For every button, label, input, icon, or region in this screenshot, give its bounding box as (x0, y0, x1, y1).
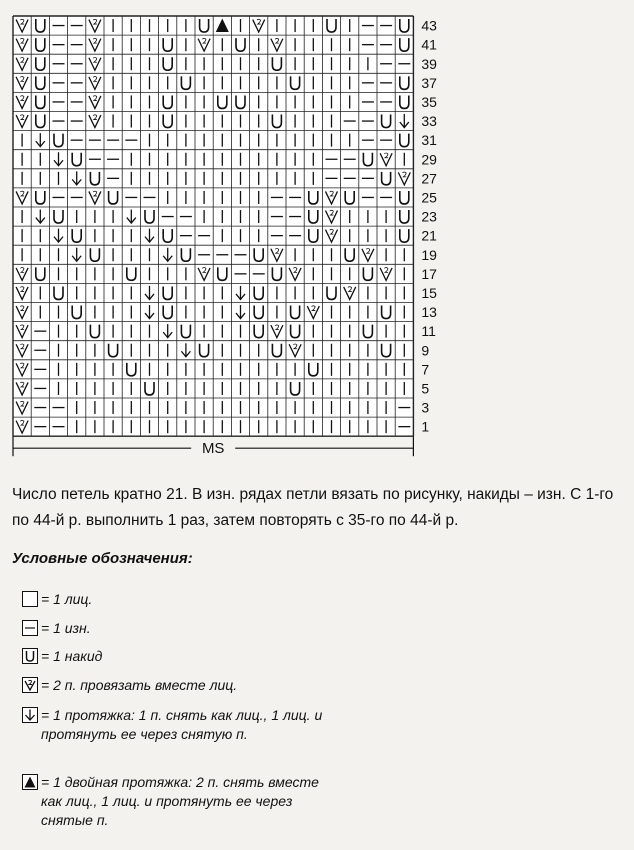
row-number-label: 19 (421, 246, 437, 263)
row-number-label: 27 (421, 170, 437, 187)
repeat-label: MS (201, 440, 225, 458)
purl-stitch-icon (22, 620, 38, 636)
row-number-label: 23 (421, 208, 437, 225)
legend-item-ssk (22, 706, 341, 744)
row-number-label: 31 (421, 132, 437, 149)
row-number-label: 13 (421, 304, 437, 321)
legend-text-double-decrease: = 1 двойная протяжка: 2 п. снять вместе как лиц., 1 лиц. и протянуть ее через снятые п. (41, 774, 319, 828)
row-number-label: 25 (421, 189, 437, 206)
row-number-label: 43 (421, 17, 437, 34)
legend-text-purl: = 1 изн. (41, 620, 91, 636)
legend-text-ssk: = 1 протяжка: 1 п. снять как лиц., 1 лиц. и протянуть ее через снятую п. (41, 707, 323, 742)
repeat-indicator (13, 436, 413, 457)
legend-item-k2tog (22, 676, 341, 695)
row-number-label: 17 (421, 265, 437, 282)
row-number-label: 39 (421, 55, 437, 72)
row-number-labels (421, 18, 437, 435)
double-decrease-icon (22, 774, 38, 790)
ssk-icon (22, 707, 38, 723)
legend-text-yarnover: = 1 накид (41, 648, 103, 664)
row-number-label: 41 (421, 36, 437, 53)
yarn-over-icon (22, 648, 38, 664)
legend-item-yarnover (22, 647, 341, 666)
legend-text-k2tog: = 2 п. провязать вместе лиц. (41, 677, 238, 693)
pattern-description: Число петель кратно 21. В изн. рядах петли вязать по рисунку, накиды – изн. С 1-го по 44-й р. выполнить 1 раз, затем повторять с 35-го по 44-й р. (12, 486, 614, 529)
legend-item-knit (22, 590, 341, 609)
legend-item-purl (22, 619, 341, 638)
row-number-label: 5 (421, 380, 430, 397)
row-number-label: 29 (421, 151, 437, 168)
row-number-label: 3 (421, 399, 430, 416)
row-number-label: 1 (421, 418, 430, 435)
row-number-label: 7 (421, 361, 430, 378)
k2tog-icon (22, 677, 38, 693)
row-number-label: 33 (421, 113, 437, 130)
legend-item-double-decrease (22, 773, 341, 830)
knit-stitch-icon (22, 591, 38, 607)
row-number-label: 15 (421, 284, 437, 301)
row-number-label: 11 (421, 323, 436, 340)
row-number-label: 37 (421, 74, 437, 91)
legend-title: Условные обозначения: (12, 550, 193, 567)
row-number-label: 9 (421, 342, 430, 359)
legend-text-knit: = 1 лиц. (41, 591, 93, 607)
row-number-label: 35 (421, 93, 437, 110)
row-number-label: 21 (421, 227, 437, 244)
